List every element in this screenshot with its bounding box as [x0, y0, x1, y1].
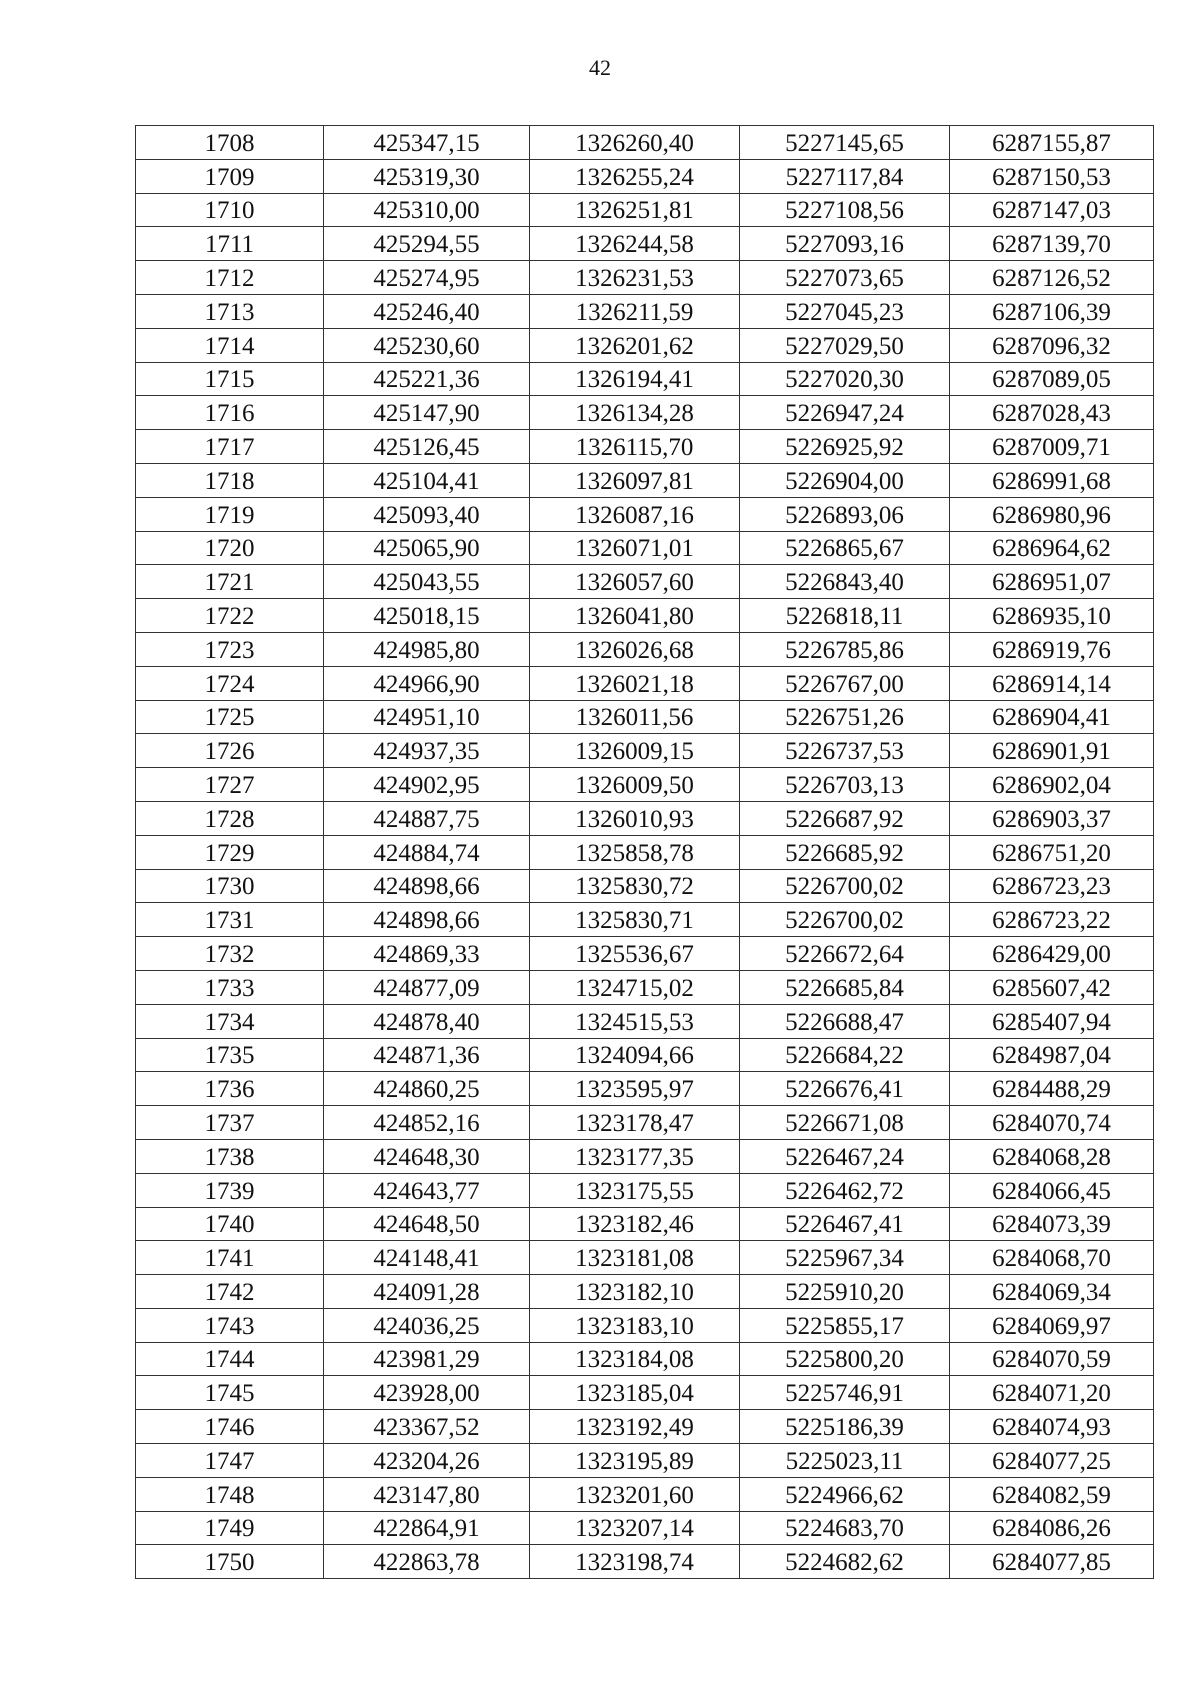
table-row: [136, 632, 1154, 666]
x-coordinate-cell: 423367,52: [324, 1410, 530, 1444]
y2-coordinate-cell: 6284074,93: [950, 1410, 1154, 1444]
table-row: [136, 666, 1154, 700]
x2-coordinate-cell: 5226865,67: [740, 531, 950, 565]
y-coordinate-cell: 1325536,67: [530, 937, 740, 971]
x-coordinate-cell: 425104,41: [324, 463, 530, 497]
y2-coordinate-cell: 6287150,53: [950, 159, 1154, 193]
table-row: [136, 599, 1154, 633]
y2-coordinate-cell: 6284070,74: [950, 1106, 1154, 1140]
y2-coordinate-cell: 6286904,41: [950, 700, 1154, 734]
point-number-cell: 1747: [136, 1444, 324, 1478]
table-row: [136, 1139, 1154, 1173]
y-coordinate-cell: 1326115,70: [530, 430, 740, 464]
point-number-cell: 1738: [136, 1139, 324, 1173]
table-row: [136, 1444, 1154, 1478]
x2-coordinate-cell: 5224683,70: [740, 1511, 950, 1545]
point-number-cell: 1750: [136, 1545, 324, 1579]
point-number-cell: 1733: [136, 970, 324, 1004]
y2-coordinate-cell: 6287139,70: [950, 227, 1154, 261]
x-coordinate-cell: 424648,50: [324, 1207, 530, 1241]
x2-coordinate-cell: 5226700,02: [740, 869, 950, 903]
point-number-cell: 1729: [136, 835, 324, 869]
x-coordinate-cell: 425065,90: [324, 531, 530, 565]
y-coordinate-cell: 1323207,14: [530, 1511, 740, 1545]
table-row: [136, 1173, 1154, 1207]
y-coordinate-cell: 1324094,66: [530, 1038, 740, 1072]
point-number-cell: 1746: [136, 1410, 324, 1444]
x2-coordinate-cell: 5227045,23: [740, 294, 950, 328]
x2-coordinate-cell: 5226688,47: [740, 1004, 950, 1038]
x-coordinate-cell: 425043,55: [324, 565, 530, 599]
x2-coordinate-cell: 5226671,08: [740, 1106, 950, 1140]
table-row: [136, 835, 1154, 869]
y2-coordinate-cell: 6287126,52: [950, 261, 1154, 295]
y2-coordinate-cell: 6284071,20: [950, 1376, 1154, 1410]
x-coordinate-cell: 425347,15: [324, 126, 530, 160]
x2-coordinate-cell: 5224966,62: [740, 1477, 950, 1511]
y-coordinate-cell: 1326011,56: [530, 700, 740, 734]
x-coordinate-cell: 424860,25: [324, 1072, 530, 1106]
x-coordinate-cell: 424887,75: [324, 801, 530, 835]
table-row: [136, 193, 1154, 227]
y-coordinate-cell: 1326255,24: [530, 159, 740, 193]
x2-coordinate-cell: 5227145,65: [740, 126, 950, 160]
table-row: [136, 1477, 1154, 1511]
page-number: 42: [589, 55, 611, 80]
table-row: [136, 1376, 1154, 1410]
x2-coordinate-cell: 5226925,92: [740, 430, 950, 464]
x2-coordinate-cell: 5226467,24: [740, 1139, 950, 1173]
y2-coordinate-cell: 6286980,96: [950, 497, 1154, 531]
x2-coordinate-cell: 5225746,91: [740, 1376, 950, 1410]
x-coordinate-cell: 423147,80: [324, 1477, 530, 1511]
y-coordinate-cell: 1326211,59: [530, 294, 740, 328]
table-row: [136, 700, 1154, 734]
point-number-cell: 1712: [136, 261, 324, 295]
y2-coordinate-cell: 6286901,91: [950, 734, 1154, 768]
y-coordinate-cell: 1323185,04: [530, 1376, 740, 1410]
y2-coordinate-cell: 6287096,32: [950, 328, 1154, 362]
y2-coordinate-cell: 6284068,70: [950, 1241, 1154, 1275]
x2-coordinate-cell: 5224682,62: [740, 1545, 950, 1579]
y2-coordinate-cell: 6284069,97: [950, 1308, 1154, 1342]
x-coordinate-cell: 424852,16: [324, 1106, 530, 1140]
point-number-cell: 1740: [136, 1207, 324, 1241]
table-row: [136, 1342, 1154, 1376]
y-coordinate-cell: 1326009,15: [530, 734, 740, 768]
y-coordinate-cell: 1326057,60: [530, 565, 740, 599]
x-coordinate-cell: 424951,10: [324, 700, 530, 734]
point-number-cell: 1724: [136, 666, 324, 700]
x-coordinate-cell: 425310,00: [324, 193, 530, 227]
coordinates-table: [135, 125, 1154, 1579]
table-row: [136, 1038, 1154, 1072]
y-coordinate-cell: 1326231,53: [530, 261, 740, 295]
y2-coordinate-cell: 6285407,94: [950, 1004, 1154, 1038]
y2-coordinate-cell: 6286429,00: [950, 937, 1154, 971]
y2-coordinate-cell: 6284070,59: [950, 1342, 1154, 1376]
table-row: [136, 328, 1154, 362]
point-number-cell: 1716: [136, 396, 324, 430]
x-coordinate-cell: 424877,09: [324, 970, 530, 1004]
y2-coordinate-cell: 6284073,39: [950, 1207, 1154, 1241]
x2-coordinate-cell: 5225023,11: [740, 1444, 950, 1478]
x2-coordinate-cell: 5226703,13: [740, 768, 950, 802]
point-number-cell: 1709: [136, 159, 324, 193]
x-coordinate-cell: 424869,33: [324, 937, 530, 971]
x2-coordinate-cell: 5227029,50: [740, 328, 950, 362]
x-coordinate-cell: 424884,74: [324, 835, 530, 869]
point-number-cell: 1718: [136, 463, 324, 497]
point-number-cell: 1731: [136, 903, 324, 937]
point-number-cell: 1725: [136, 700, 324, 734]
point-number-cell: 1714: [136, 328, 324, 362]
y-coordinate-cell: 1323184,08: [530, 1342, 740, 1376]
x2-coordinate-cell: 5227073,65: [740, 261, 950, 295]
point-number-cell: 1748: [136, 1477, 324, 1511]
x2-coordinate-cell: 5226672,64: [740, 937, 950, 971]
y-coordinate-cell: 1323201,60: [530, 1477, 740, 1511]
y2-coordinate-cell: 6286751,20: [950, 835, 1154, 869]
table-row: [136, 1545, 1154, 1579]
y-coordinate-cell: 1323175,55: [530, 1173, 740, 1207]
x-coordinate-cell: 425230,60: [324, 328, 530, 362]
x2-coordinate-cell: 5226767,00: [740, 666, 950, 700]
y2-coordinate-cell: 6284488,29: [950, 1072, 1154, 1106]
x-coordinate-cell: 425274,95: [324, 261, 530, 295]
point-number-cell: 1722: [136, 599, 324, 633]
x-coordinate-cell: 424148,41: [324, 1241, 530, 1275]
point-number-cell: 1720: [136, 531, 324, 565]
x2-coordinate-cell: 5226751,26: [740, 700, 950, 734]
y-coordinate-cell: 1325858,78: [530, 835, 740, 869]
point-number-cell: 1737: [136, 1106, 324, 1140]
y2-coordinate-cell: 6286903,37: [950, 801, 1154, 835]
x2-coordinate-cell: 5227020,30: [740, 362, 950, 396]
y2-coordinate-cell: 6284068,28: [950, 1139, 1154, 1173]
x2-coordinate-cell: 5226843,40: [740, 565, 950, 599]
x-coordinate-cell: 422863,78: [324, 1545, 530, 1579]
point-number-cell: 1727: [136, 768, 324, 802]
point-number-cell: 1745: [136, 1376, 324, 1410]
y-coordinate-cell: 1323178,47: [530, 1106, 740, 1140]
point-number-cell: 1719: [136, 497, 324, 531]
point-number-cell: 1721: [136, 565, 324, 599]
table-row: [136, 497, 1154, 531]
y-coordinate-cell: 1326244,58: [530, 227, 740, 261]
x-coordinate-cell: 424878,40: [324, 1004, 530, 1038]
x-coordinate-cell: 425294,55: [324, 227, 530, 261]
point-number-cell: 1739: [136, 1173, 324, 1207]
y2-coordinate-cell: 6284086,26: [950, 1511, 1154, 1545]
y2-coordinate-cell: 6285607,42: [950, 970, 1154, 1004]
y-coordinate-cell: 1326087,16: [530, 497, 740, 531]
point-number-cell: 1744: [136, 1342, 324, 1376]
x-coordinate-cell: 425246,40: [324, 294, 530, 328]
y-coordinate-cell: 1326260,40: [530, 126, 740, 160]
x-coordinate-cell: 423981,29: [324, 1342, 530, 1376]
point-number-cell: 1728: [136, 801, 324, 835]
x2-coordinate-cell: 5226904,00: [740, 463, 950, 497]
point-number-cell: 1732: [136, 937, 324, 971]
table-row: [136, 1106, 1154, 1140]
y-coordinate-cell: 1326194,41: [530, 362, 740, 396]
x2-coordinate-cell: 5227117,84: [740, 159, 950, 193]
y-coordinate-cell: 1326010,93: [530, 801, 740, 835]
table-row: [136, 227, 1154, 261]
table-row: [136, 362, 1154, 396]
x2-coordinate-cell: 5226685,92: [740, 835, 950, 869]
x2-coordinate-cell: 5226700,02: [740, 903, 950, 937]
y2-coordinate-cell: 6287147,03: [950, 193, 1154, 227]
point-number-cell: 1708: [136, 126, 324, 160]
point-number-cell: 1734: [136, 1004, 324, 1038]
y2-coordinate-cell: 6284987,04: [950, 1038, 1154, 1072]
x-coordinate-cell: 424966,90: [324, 666, 530, 700]
x-coordinate-cell: 424898,66: [324, 903, 530, 937]
x2-coordinate-cell: 5226462,72: [740, 1173, 950, 1207]
x-coordinate-cell: 424871,36: [324, 1038, 530, 1072]
x2-coordinate-cell: 5226737,53: [740, 734, 950, 768]
y-coordinate-cell: 1324515,53: [530, 1004, 740, 1038]
table-row: [136, 1511, 1154, 1545]
y-coordinate-cell: 1323182,10: [530, 1275, 740, 1309]
y-coordinate-cell: 1323177,35: [530, 1139, 740, 1173]
y2-coordinate-cell: 6287028,43: [950, 396, 1154, 430]
y2-coordinate-cell: 6284077,25: [950, 1444, 1154, 1478]
x2-coordinate-cell: 5226467,41: [740, 1207, 950, 1241]
x-coordinate-cell: 424902,95: [324, 768, 530, 802]
table-row: [136, 531, 1154, 565]
table-row: [136, 294, 1154, 328]
x-coordinate-cell: 425319,30: [324, 159, 530, 193]
y-coordinate-cell: 1323183,10: [530, 1308, 740, 1342]
y2-coordinate-cell: 6287155,87: [950, 126, 1154, 160]
point-number-cell: 1710: [136, 193, 324, 227]
y-coordinate-cell: 1323182,46: [530, 1207, 740, 1241]
y2-coordinate-cell: 6287106,39: [950, 294, 1154, 328]
x-coordinate-cell: 424091,28: [324, 1275, 530, 1309]
x-coordinate-cell: 425093,40: [324, 497, 530, 531]
x-coordinate-cell: 422864,91: [324, 1511, 530, 1545]
point-number-cell: 1717: [136, 430, 324, 464]
x-coordinate-cell: 423204,26: [324, 1444, 530, 1478]
y-coordinate-cell: 1326041,80: [530, 599, 740, 633]
table-row: [136, 1275, 1154, 1309]
y-coordinate-cell: 1325830,71: [530, 903, 740, 937]
x2-coordinate-cell: 5225186,39: [740, 1410, 950, 1444]
y2-coordinate-cell: 6286723,23: [950, 869, 1154, 903]
y2-coordinate-cell: 6286914,14: [950, 666, 1154, 700]
x2-coordinate-cell: 5226818,11: [740, 599, 950, 633]
y2-coordinate-cell: 6286902,04: [950, 768, 1154, 802]
y2-coordinate-cell: 6287089,05: [950, 362, 1154, 396]
y-coordinate-cell: 1326026,68: [530, 632, 740, 666]
x2-coordinate-cell: 5227108,56: [740, 193, 950, 227]
point-number-cell: 1713: [136, 294, 324, 328]
table-row: [136, 261, 1154, 295]
table-row: [136, 970, 1154, 1004]
y-coordinate-cell: 1323595,97: [530, 1072, 740, 1106]
y2-coordinate-cell: 6286964,62: [950, 531, 1154, 565]
table-row: [136, 1072, 1154, 1106]
y-coordinate-cell: 1326021,18: [530, 666, 740, 700]
table-row: [136, 159, 1154, 193]
y2-coordinate-cell: 6286919,76: [950, 632, 1154, 666]
x-coordinate-cell: 424643,77: [324, 1173, 530, 1207]
x2-coordinate-cell: 5225910,20: [740, 1275, 950, 1309]
x-coordinate-cell: 424036,25: [324, 1308, 530, 1342]
x2-coordinate-cell: 5226893,06: [740, 497, 950, 531]
x2-coordinate-cell: 5226687,92: [740, 801, 950, 835]
point-number-cell: 1736: [136, 1072, 324, 1106]
point-number-cell: 1726: [136, 734, 324, 768]
y-coordinate-cell: 1325830,72: [530, 869, 740, 903]
point-number-cell: 1723: [136, 632, 324, 666]
point-number-cell: 1711: [136, 227, 324, 261]
table-row: [136, 1004, 1154, 1038]
x2-coordinate-cell: 5225800,20: [740, 1342, 950, 1376]
y2-coordinate-cell: 6286991,68: [950, 463, 1154, 497]
table-row: [136, 565, 1154, 599]
y2-coordinate-cell: 6284066,45: [950, 1173, 1154, 1207]
y-coordinate-cell: 1326134,28: [530, 396, 740, 430]
y-coordinate-cell: 1323192,49: [530, 1410, 740, 1444]
y-coordinate-cell: 1326071,01: [530, 531, 740, 565]
x2-coordinate-cell: 5226685,84: [740, 970, 950, 1004]
point-number-cell: 1730: [136, 869, 324, 903]
y-coordinate-cell: 1323181,08: [530, 1241, 740, 1275]
table-row: [136, 126, 1154, 160]
y2-coordinate-cell: 6284082,59: [950, 1477, 1154, 1511]
point-number-cell: 1715: [136, 362, 324, 396]
table-row: [136, 903, 1154, 937]
point-number-cell: 1749: [136, 1511, 324, 1545]
x-coordinate-cell: 424985,80: [324, 632, 530, 666]
y2-coordinate-cell: 6286951,07: [950, 565, 1154, 599]
point-number-cell: 1742: [136, 1275, 324, 1309]
x-coordinate-cell: 423928,00: [324, 1376, 530, 1410]
y-coordinate-cell: 1323195,89: [530, 1444, 740, 1478]
table-row: [136, 734, 1154, 768]
y2-coordinate-cell: 6286935,10: [950, 599, 1154, 633]
table-row: [136, 430, 1154, 464]
y-coordinate-cell: 1326201,62: [530, 328, 740, 362]
table-row: [136, 463, 1154, 497]
table-row: [136, 801, 1154, 835]
x2-coordinate-cell: 5225855,17: [740, 1308, 950, 1342]
table-row: [136, 1308, 1154, 1342]
y-coordinate-cell: 1324715,02: [530, 970, 740, 1004]
y-coordinate-cell: 1326097,81: [530, 463, 740, 497]
x-coordinate-cell: 424648,30: [324, 1139, 530, 1173]
x-coordinate-cell: 424937,35: [324, 734, 530, 768]
table-row: [136, 396, 1154, 430]
table-row: [136, 1241, 1154, 1275]
y-coordinate-cell: 1323198,74: [530, 1545, 740, 1579]
table-row: [136, 1207, 1154, 1241]
table-row: [136, 937, 1154, 971]
coordinates-table-body: [136, 126, 1154, 1579]
x-coordinate-cell: 424898,66: [324, 869, 530, 903]
point-number-cell: 1741: [136, 1241, 324, 1275]
y-coordinate-cell: 1326251,81: [530, 193, 740, 227]
y2-coordinate-cell: 6284069,34: [950, 1275, 1154, 1309]
x2-coordinate-cell: 5226684,22: [740, 1038, 950, 1072]
y2-coordinate-cell: 6287009,71: [950, 430, 1154, 464]
table-row: [136, 869, 1154, 903]
y2-coordinate-cell: 6286723,22: [950, 903, 1154, 937]
y2-coordinate-cell: 6284077,85: [950, 1545, 1154, 1579]
x2-coordinate-cell: 5226947,24: [740, 396, 950, 430]
x-coordinate-cell: 425221,36: [324, 362, 530, 396]
y-coordinate-cell: 1326009,50: [530, 768, 740, 802]
table-row: [136, 768, 1154, 802]
point-number-cell: 1743: [136, 1308, 324, 1342]
x-coordinate-cell: 425147,90: [324, 396, 530, 430]
x-coordinate-cell: 425018,15: [324, 599, 530, 633]
x2-coordinate-cell: 5226676,41: [740, 1072, 950, 1106]
x-coordinate-cell: 425126,45: [324, 430, 530, 464]
x2-coordinate-cell: 5227093,16: [740, 227, 950, 261]
x2-coordinate-cell: 5226785,86: [740, 632, 950, 666]
x2-coordinate-cell: 5225967,34: [740, 1241, 950, 1275]
table-row: [136, 1410, 1154, 1444]
point-number-cell: 1735: [136, 1038, 324, 1072]
